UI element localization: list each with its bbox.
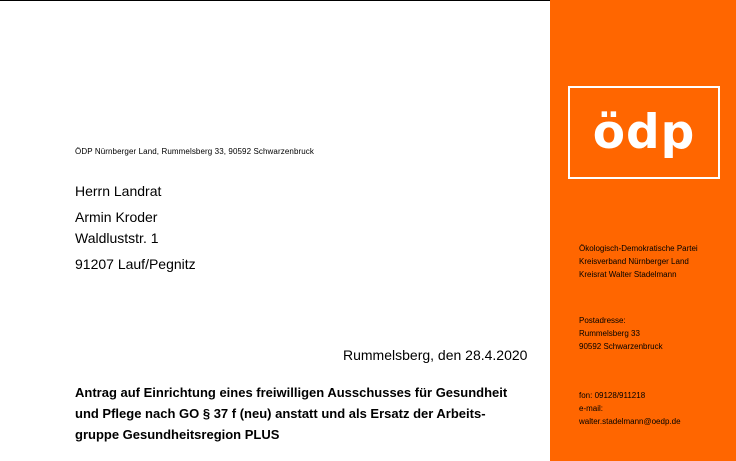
org-line-3: Kreisrat Walter Stadelmann <box>579 270 677 279</box>
subject-line-1: Antrag auf Einrichtung eines freiwilligen Ausschusses für Gesundheit <box>75 385 508 400</box>
place-date-line: Rummelsberg, den 28.4.2020 <box>343 347 528 363</box>
postal-street: Rummelsberg 33 <box>579 329 640 338</box>
postal-label: Postadresse: <box>579 316 626 325</box>
sender-address-line: ÖDP Nürnberger Land, Rummelsberg 33, 90592 Schwarzenbruck <box>75 147 315 156</box>
subject-line-3: gruppe Gesundheitsregion PLUS <box>75 427 280 442</box>
party-logo <box>568 86 720 179</box>
recipient-city: 91207 Lauf/Pegnitz <box>75 256 196 272</box>
top-border-line <box>0 0 550 1</box>
postal-address-block <box>579 314 663 353</box>
recipient-salutation: Herrn Landrat <box>75 183 162 199</box>
phone-number: fon: 09128/911218 <box>579 391 646 400</box>
subject-block <box>75 382 535 445</box>
contact-block <box>579 389 681 428</box>
subject-line-2: und Pflege nach GO § 37 f (neu) anstatt und als Ersatz der Arbeits- <box>75 406 486 421</box>
org-line-1: Ökologisch-Demokratische Partei <box>579 244 698 253</box>
postal-city: 90592 Schwarzenbruck <box>579 342 663 351</box>
email-address[interactable]: walter.stadelmann@oedp.de <box>579 417 681 426</box>
recipient-name: Armin Kroder <box>75 209 158 225</box>
email-label: e-mail: <box>579 404 604 413</box>
recipient-street: Waldluststr. 1 <box>75 230 159 246</box>
organization-block <box>579 242 698 281</box>
org-line-2: Kreisverband Nürnberger Land <box>579 257 689 266</box>
logo-text: ödp <box>592 105 696 160</box>
